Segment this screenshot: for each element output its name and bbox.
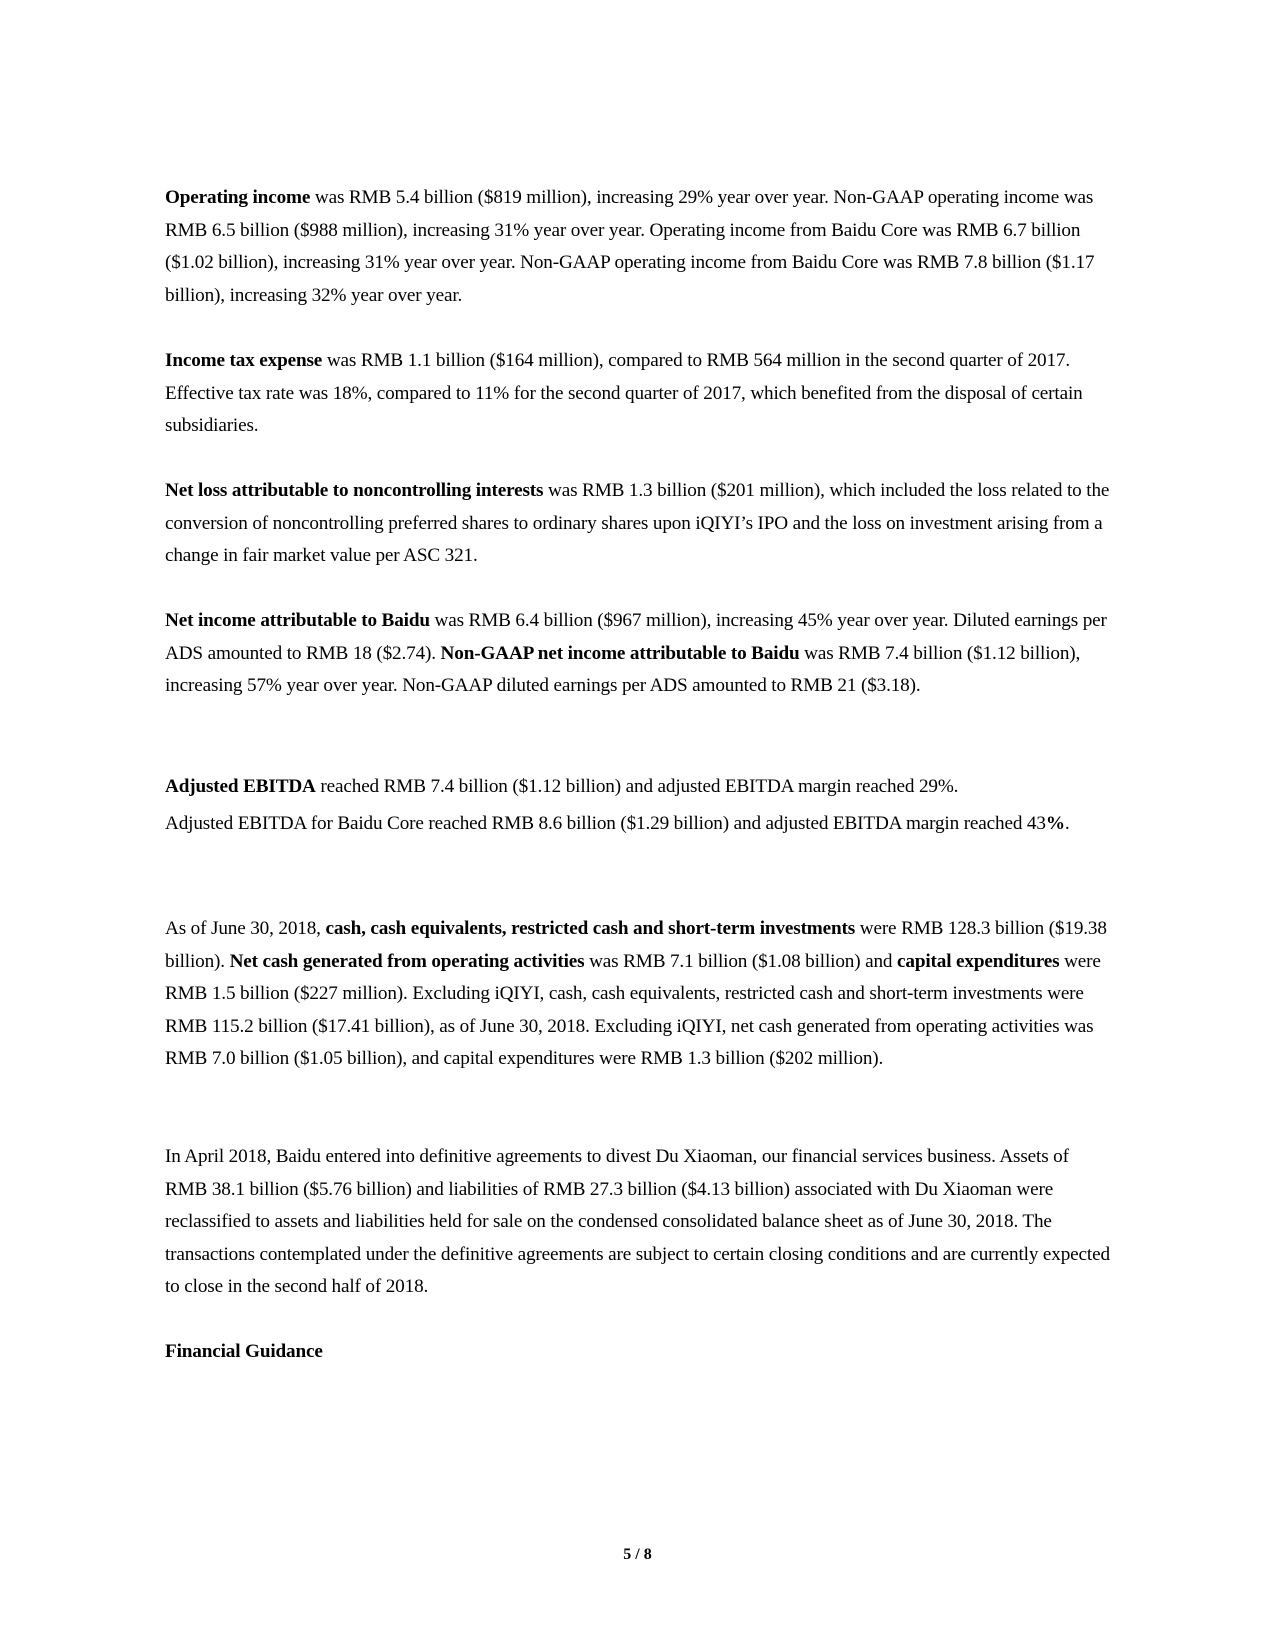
paragraph-text: were RMB 128.3 billion ($19.38 billion).: [165, 918, 1107, 972]
paragraph-cash: [165, 913, 1115, 1076]
paragraph-text: As of June 30, 2018,: [165, 918, 326, 939]
bold-lead-net-income: Net income attributable to Baidu: [165, 610, 430, 631]
paragraph-text: was RMB 6.4 billion ($967 million), increasing 45% year over year. Diluted earnings per ADS amounted to RMB 18 ($2.74).: [165, 610, 1107, 664]
paragraph-text: reached RMB 7.4 billion ($1.12 billion) and adjusted EBITDA margin reached 29%.: [315, 776, 959, 797]
bold-lead-adjusted-ebitda: Adjusted EBITDA: [165, 776, 316, 797]
paragraph-text: was RMB 1.1 billion ($164 million), compared to RMB 564 million in the second quarter of 2017. Effective tax rate was 18%, compared to 11% for the second quarter of 2017, which benefited from the disposal of certain subsidiaries.: [165, 350, 1083, 436]
paragraph-adjusted-ebitda: [165, 768, 1115, 842]
bold-lead-non-gaap-net-income: Non-GAAP net income attributable to Baidu: [440, 642, 800, 664]
paragraph-text: Adjusted EBITDA for Baidu Core reached RMB 8.6 billion ($1.29 billion) and adjusted EBITDA margin reached 43: [165, 813, 1046, 834]
paragraph-text: were RMB 1.5 billion ($227 million). Excluding iQIYI, cash, cash equivalents, restricted cash and short-term investments were RMB 115.2 billion ($17.41 billion), as of June 30, 2018. Excluding iQIYI, net cash generated from operating activities was RMB 7.0 billion ($1.05 billion), and capital expenditures were RMB 1.3 billion ($202 million).: [165, 950, 1101, 1069]
paragraph-text: .: [1064, 813, 1070, 834]
bold-lead-net-loss-nci: Net loss attributable to noncontrolling interests: [165, 480, 544, 501]
paragraph-text: was RMB 5.4 billion ($819 million), increasing 29% year over year. Non-GAAP operating income was RMB 6.5 billion ($988 million), increasing 31% year over year. Operating income from Baidu Core was RMB 6.7 billion ($1.02 billion), increasing 31% year over year. Non-GAAP operating income from Baidu Core was RMB 7.8 billion ($1.17 billion), increasing 32% year over year.: [165, 187, 1095, 306]
bold-lead-income-tax: Income tax expense: [165, 350, 323, 371]
paragraph-du-xiaoman: In April 2018, Baidu entered into definitive agreements to divest Du Xiaoman, our financial services business. Assets of RMB 38.1 billion ($5.76 billion) and liabilities of RMB 27.3 billion ($4.13 billion) associated with Du Xiaoman were reclassified to assets and liabilities held for sale on the condensed consolidated balance sheet as of June 30, 2018. The transactions contemplated under the definitive agreements are subject to certain closing conditions and are currently expected to close in the second half of 2018.: [165, 1146, 1110, 1297]
page-number: 5 / 8: [623, 1546, 652, 1563]
bold-lead-operating-income: Operating income: [165, 187, 311, 208]
bold-lead-cash: cash, cash equivalents, restricted cash and short-term investments: [325, 918, 856, 939]
bold-lead-net-cash-operating: Net cash generated from operating activities: [229, 950, 585, 972]
paragraph-net-income: [165, 605, 1115, 703]
paragraph-text: was RMB 1.3 billion ($201 million), which included the loss related to the conversion of noncontrolling preferred shares to ordinary shares upon iQIYI’s IPO and the loss on investment arising from a change in fair market value per ASC 321.: [165, 480, 1110, 566]
paragraph-income-tax: [165, 345, 1115, 443]
paragraph-text: was RMB 7.1 billion ($1.08 billion) and: [584, 950, 898, 972]
paragraph-operating-income: [165, 182, 1115, 312]
paragraph-text: was RMB 7.4 billion ($1.12 billion), increasing 57% year over year. Non-GAAP diluted earnings per ADS amounted to RMB 21 ($3.18).: [165, 642, 1081, 696]
bold-lead-capex: capital expenditures: [897, 950, 1060, 972]
heading-financial-guidance: Financial Guidance: [165, 1341, 323, 1362]
paragraph-net-loss-nci: [165, 475, 1115, 573]
bold-percent: %: [1045, 813, 1065, 834]
